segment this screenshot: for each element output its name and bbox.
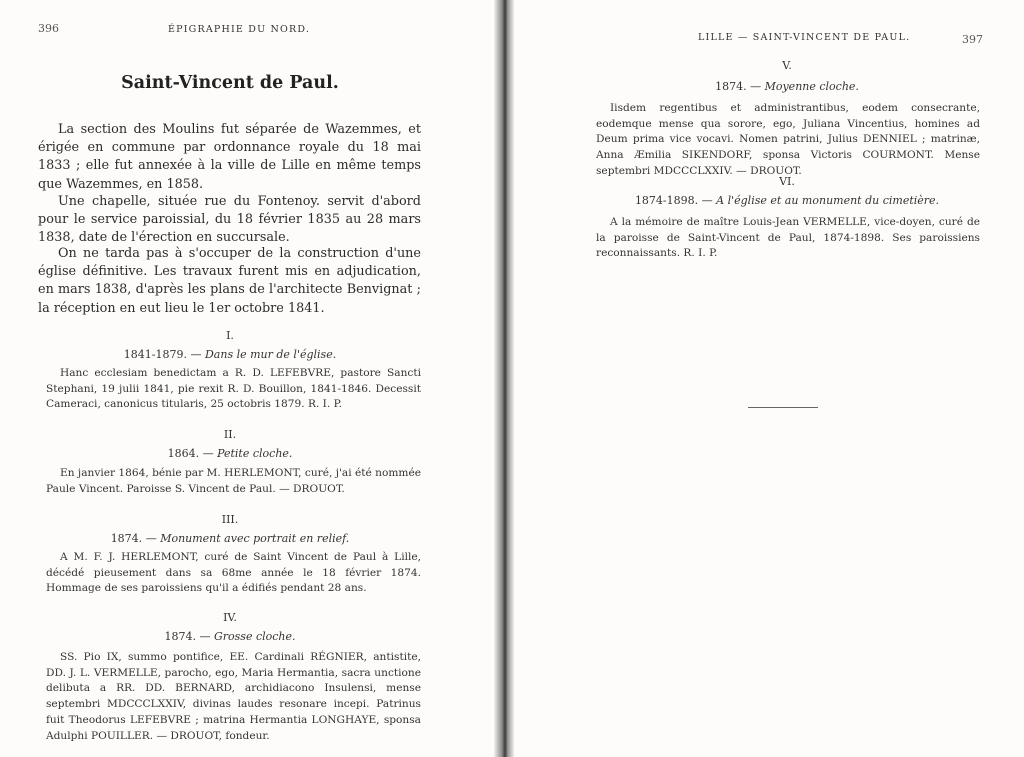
section-heading <box>30 532 430 545</box>
section-numeral: II. <box>223 428 237 441</box>
section-numeral: III. <box>221 513 239 526</box>
section-caption: A l'église et au monument du cimetière. <box>716 194 940 207</box>
section-text: En janvier 1864, bénie par M. HERLEMONT, curé, j'ai été nommée Paule Vincent. Paroisse S. Vincent de Paul. — DROUOT. <box>46 467 421 495</box>
section-text: A la mémoire de maître Louis-Jean VERMELLE, vice-doyen, curé de la paroisse de Saint-Vincent de Paul, 1874-1898. Ses paroissiens reconnaissants. R. I. P. <box>596 216 980 260</box>
section-heading <box>30 348 430 361</box>
section-numeral: V. <box>782 59 792 72</box>
section-numeral: I. <box>226 329 234 342</box>
left-page <box>0 0 500 757</box>
paragraph-2: Une chapelle, située rue du Fontenoy. servit d'abord pour le service paroissial, du 18 février 1835 au 28 mars 1838, date de l'érection en succursale. <box>38 194 421 246</box>
book-gutter <box>494 0 514 757</box>
paragraph-1: La section des Moulins fut séparée de Wazemmes, et érigée en commune par ordonnance royale du 18 mai 1833 ; elle fut annexée à la ville de Lille en même temps que Wazemmes, en 1858. <box>38 122 421 192</box>
section-heading <box>30 447 430 460</box>
section-date: 1864. <box>167 447 200 460</box>
section-date: 1874. <box>110 532 143 545</box>
section-numeral: VI. <box>779 175 795 188</box>
right-page <box>512 0 1024 757</box>
section-date: 1874. <box>715 80 747 93</box>
running-head: ÉPIGRAPHIE DU NORD. <box>168 24 311 35</box>
dash: — <box>701 194 713 207</box>
section-text: SS. Pio IX, summo pontifice, EE. Cardinali RÉGNIER, antistite, DD. J. L. VERMELLE, parocho, ego, Maria Hermantia, sacra unctione delibuta a RR. DD. BERNARD, archidiacono Insulensi, mense septembri MDCCCLXXIV, divinas laudes resonare incepi. Patrinus fuit Theodorus LEFEBVRE ; matrina Hermantia LONGHAYE, sponsa Adulphi POUILLER. — DROUOT, fondeur. <box>46 651 421 742</box>
dash: — <box>750 80 762 93</box>
end-rule <box>748 407 818 408</box>
section-heading <box>30 630 430 643</box>
section-caption: Grosse cloche. <box>213 630 296 643</box>
section-text: Iisdem regentibus et administrantibus, eodem consecrante, eodemque mense qua sorore, ego, Juliana Vincentius, homines ad Deum prima vice vocavi. Nomen patrini, Julius DENNIEL ; matrinæ, Anna Æmilia SIKENDORF, sponsa Victoris COURMONT. Mense septembri MDCCCLXXIV. — DROUOT. <box>596 102 980 177</box>
running-head: LILLE — SAINT-VINCENT DE PAUL. <box>698 32 911 43</box>
paragraph-3: On ne tarda pas à s'occuper de la construction d'une église définitive. Les travaux furent mis en adjudication, en mars 1838, d'après les plans de l'architecte Benvignat ; la réception en eut lieu le 1er octobre 1841. <box>38 246 421 316</box>
section-date: 1874. <box>164 630 196 643</box>
page-number: 396 <box>38 22 59 35</box>
section-caption: Monument avec portrait en relief. <box>160 532 350 545</box>
page-title: Saint-Vincent de Paul. <box>121 73 339 93</box>
section-date: 1874-1898. <box>634 194 699 207</box>
section-text: Hanc ecclesiam benedictam a R. D. LEFEBVRE, pastore Sancti Stephani, 19 julii 1841, pie rexit R. D. Bouillon, 1841-1846. Decessit Cameraci, canonicus titularis, 25 octobris 1879. R. I. P. <box>46 367 421 411</box>
page-number: 397 <box>962 33 983 46</box>
dash: — <box>145 532 157 545</box>
section-caption: Petite cloche. <box>217 447 293 460</box>
section-caption: Moyenne cloche. <box>764 80 859 93</box>
dash: — <box>199 630 211 643</box>
dash: — <box>202 447 214 460</box>
section-date: 1841-1879. <box>123 348 187 361</box>
section-numeral: IV. <box>223 611 237 624</box>
dash: — <box>190 348 202 361</box>
section-heading <box>592 80 982 93</box>
section-caption: Dans le mur de l'église. <box>204 348 337 361</box>
section-heading <box>592 194 982 207</box>
section-text: A M. F. J. HERLEMONT, curé de Saint Vincent de Paul à Lille, décédé pieusement dans sa 68me année le 18 février 1874. Hommage de ses paroissiens qu'il a édifiés pendant 28 ans. <box>46 551 421 595</box>
